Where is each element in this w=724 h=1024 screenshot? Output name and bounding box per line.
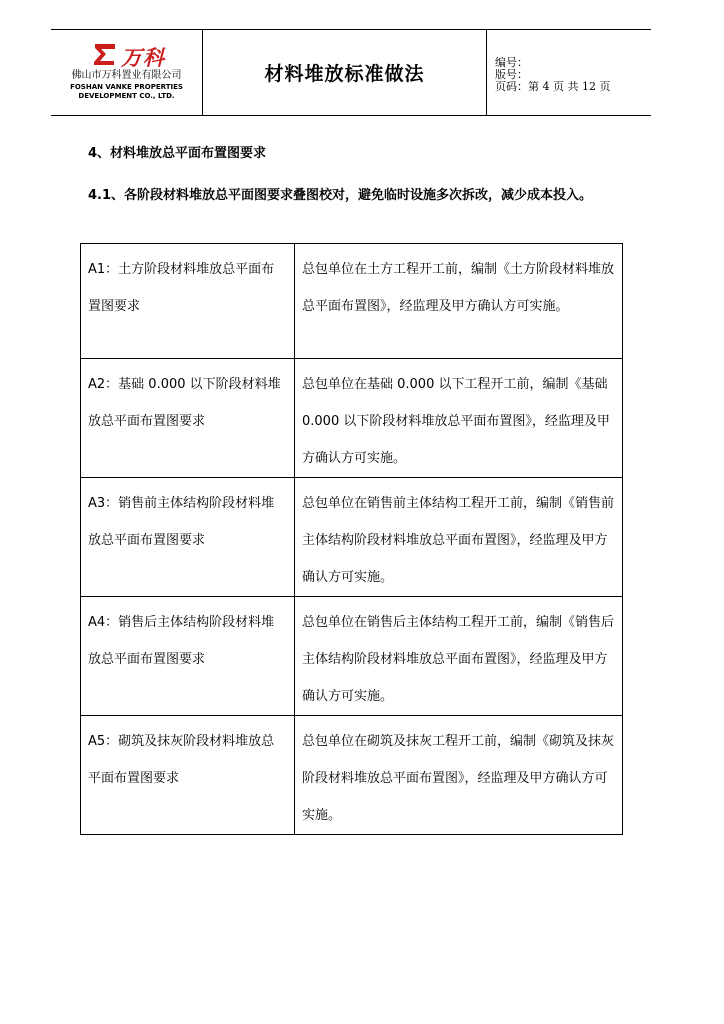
table-row bbox=[81, 359, 623, 478]
requirement-cell: 总包单位在土方工程开工前，编制《土方阶段材料堆放总平面布置图》，经监理及甲方确认方可实施。 bbox=[295, 244, 623, 359]
doc-version: 版号： bbox=[495, 68, 528, 81]
requirement-cell: 总包单位在销售前主体结构工程开工前，编制《销售前主体结构阶段材料堆放总平面布置图》，经监理及甲方确认方可实施。 bbox=[295, 478, 623, 597]
company-name-cn: 佛山市万科置业有限公司 bbox=[71, 70, 182, 81]
stage-cell: A4：销售后主体结构阶段材料堆放总平面布置图要求 bbox=[81, 597, 295, 716]
requirement-cell: 总包单位在销售后主体结构工程开工前，编制《销售后主体结构阶段材料堆放总平面布置图》，经监理及甲方确认方可实施。 bbox=[295, 597, 623, 716]
table-row bbox=[81, 478, 623, 597]
stage-cell: A3：销售前主体结构阶段材料堆放总平面布置图要求 bbox=[81, 478, 295, 597]
table-row bbox=[81, 597, 623, 716]
title-cell bbox=[203, 30, 487, 115]
document-meta bbox=[487, 30, 651, 115]
company-name-en-line1: FOSHAN VANKE PROPERTIES bbox=[70, 83, 183, 91]
table-row bbox=[81, 716, 623, 835]
document-title: 材料堆放标准做法 bbox=[264, 63, 425, 85]
stage-cell: A2：基础 0.000 以下阶段材料堆放总平面布置图要求 bbox=[81, 359, 295, 478]
requirement-cell: 总包单位在砌筑及抹灰工程开工前，编制《砌筑及抹灰阶段材料堆放总平面布置图》，经监理及甲方确认方可实施。 bbox=[295, 716, 623, 835]
section-heading: 4、材料堆放总平面布置图要求 bbox=[88, 146, 267, 161]
company-logo-block bbox=[51, 30, 203, 115]
vanke-logo-icon bbox=[92, 41, 118, 67]
requirements-table bbox=[80, 243, 623, 835]
table-row bbox=[81, 244, 623, 359]
logo-brand-text: 万科 bbox=[121, 45, 165, 70]
document-header bbox=[51, 29, 651, 116]
requirement-cell: 总包单位在基础 0.000 以下工程开工前，编制《基础 0.000 以下阶段材料堆放总平面布置图》，经监理及甲方确认方可实施。 bbox=[295, 359, 623, 478]
company-name-en-line2: DEVELOPMENT CO., LTD. bbox=[78, 92, 175, 100]
page-number: 页码：第 4 页 共 12 页 bbox=[495, 80, 611, 93]
subsection-heading: 4.1、各阶段材料堆放总平面图要求叠图校对，避免临时设施多次拆改，减少成本投入。 bbox=[88, 188, 593, 203]
stage-cell: A5：砌筑及抹灰阶段材料堆放总平面布置图要求 bbox=[81, 716, 295, 835]
stage-cell: A1：土方阶段材料堆放总平面布置图要求 bbox=[81, 244, 295, 359]
doc-code: 编号： bbox=[495, 56, 528, 69]
